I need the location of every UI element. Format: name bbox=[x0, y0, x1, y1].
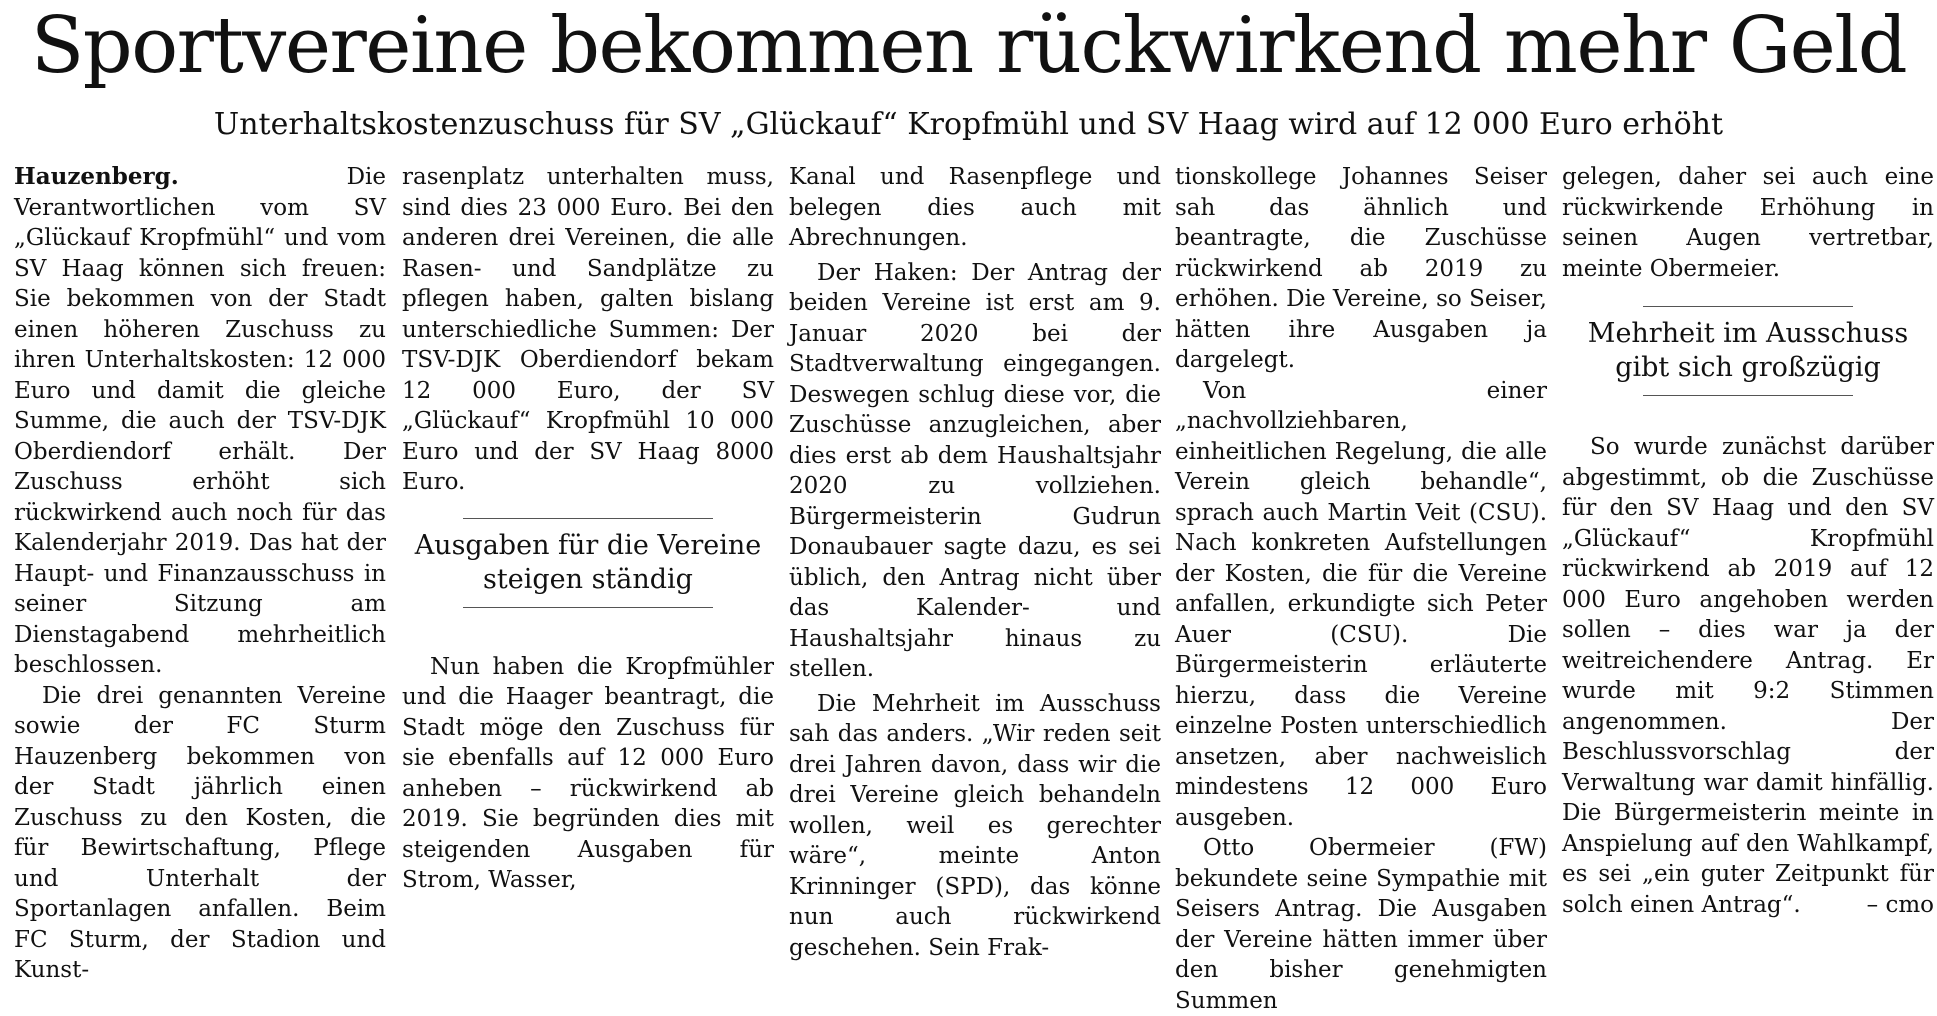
paragraph: Kanal und Rasenpflege und belegen dies auch mit Abrechnungen. bbox=[789, 164, 1161, 251]
paragraph: So wurde zunächst darüber abgestimmt, ob die Zuschüsse für den SV Haag und den SV „Glückauf“ Kropfmühl rückwirkend ab 2019 auf 12 000 Euro angehoben werden sollen – dies war ja der weitreichendere Antrag. Er wurde mit 9:2 Stimmen angenommen. Der Beschlussvorschlag der Verwaltung war damit hinfällig. Die Bürgermeisterin meinte in Anspielung auf den Wahlkampf, es sei „ein guter Zeitpunkt für solch einen Antrag“. bbox=[1562, 434, 1934, 918]
section-subhead: Mehrheit im Ausschuss gibt sich großzügig bbox=[1587, 318, 1909, 383]
paragraph: tionskollege Johannes Seiser sah das ähnlich und beantragte, die Zuschüsse rückwirkend ab 2019 zu erhöhen. Die Vereine, so Seiser, hätten ihre Ausgaben ja dargelegt. bbox=[1175, 164, 1547, 373]
author-sign: – cmo bbox=[1866, 892, 1934, 918]
paragraph: Die Mehrheit im Ausschuss sah das anders. „Wir reden seit drei Jahren davon, dass wir die drei Vereine gleich behandeln wollen, weil es gerechter wäre“, meinte Anton Krinninger (SPD), das könne nun auch rückwirkend geschehen. Sein Frak- bbox=[789, 690, 1161, 961]
article-column-3 bbox=[789, 162, 1161, 961]
dateline: Hauzenberg. bbox=[14, 163, 179, 190]
section-subhead: Ausgaben für die Vereine steigen ständig bbox=[414, 529, 762, 595]
paragraph: rasenplatz unterhalten muss, sind dies 23 000 Euro. Bei den anderen drei Vereinen, die alle Rasen- und Sandplätze zu pflegen haben, galten bislang unterschiedliche Summen: Der TSV-DJK Oberdiendorf bekam 12 000 Euro, der SV „Glückauf“ Kropfmühl 10 000 Euro und der SV Haag 8000 Euro. bbox=[402, 164, 774, 495]
paragraph: Otto Obermeier (FW) bekundete seine Sympathie mit Seisers Antrag. Die Ausgaben der Vereine hätten immer über den bisher genehmigten Summen bbox=[1175, 835, 1547, 1014]
article-column-1 bbox=[14, 162, 386, 983]
article-column-4 bbox=[1175, 162, 1547, 1014]
paragraph-text: Die Verantwortlichen vom SV „Glückauf Kropfmühl“ und vom SV Haag können sich freuen: Sie bekommen von der Stadt einen höheren Zuschuss zu ihren Unterhaltskosten: 12 000 Euro und damit die gleiche Summe, die auch der TSV-DJK Oberdiendorf erhält. Der Zuschuss erhöht sich rückwirkend auch noch für das Kalenderjahr 2019. Das hat der Haupt- und Finanzausschuss in seiner Sitzung am Dienstagabend mehrheitlich beschlossen. bbox=[14, 164, 386, 678]
divider-rule bbox=[463, 518, 713, 519]
paragraph bbox=[14, 162, 386, 681]
paragraph: Von einer „nachvollziehbaren, einheitlichen Regelung, die alle Verein gleich behandle“, sprach auch Martin Veit (CSU). Nach konkreten Aufstellungen der Kosten, die für die Vereine anfallen, erkundigte sich Peter Auer (CSU). Die Bürgermeisterin erläuterte hierzu, dass die Vereine einzelne Posten unterschiedlich ansetzen, aber nachweislich mindestens 12 000 Euro ausgeben. bbox=[1175, 377, 1547, 831]
paragraph: gelegen, daher sei auch eine rückwirkende Erhöhung in seinen Augen vertretbar, meinte Obermeier. bbox=[1562, 164, 1934, 282]
article-column-2 bbox=[402, 162, 774, 900]
divider-rule bbox=[1643, 306, 1853, 307]
paragraph: Nun haben die Kropfmühler und die Haager beantragt, die Stadt möge den Zuschuss für sie ebenfalls auf 12 000 Euro anheben – rückwirkend ab 2019. Sie begründen dies mit steigenden Ausgaben für Strom, Wasser, bbox=[402, 653, 774, 893]
subheadline: Unterhaltskostenzuschuss für SV „Glückauf“ Kropfmühl und SV Haag wird auf 12 000 Euro erhöht bbox=[213, 107, 1724, 142]
paragraph: Der Haken: Der Antrag der beiden Vereine ist erst am 9. Januar 2020 bei der Stadtverwaltung eingegangen. Deswegen schlug diese vor, die Zuschüsse anzugleichen, aber dies erst ab dem Haushaltsjahr 2020 zu vollziehen. Bürgermeisterin Gudrun Donaubauer sagte dazu, es sei üblich, den Antrag nicht über das Kalender- und Haushaltsjahr hinaus zu stellen. bbox=[789, 259, 1161, 682]
headline: Sportvereine bekommen rückwirkend mehr Geld bbox=[30, 1, 1907, 91]
article-column-5 bbox=[1562, 162, 1934, 918]
paragraph: Die drei genannten Vereine sowie der FC Sturm Hauzenberg bekommen von der Stadt jährlich einen Zuschuss zu den Kosten, die für Bewirtschaftung, Pflege und Unterhalt der Sportanlagen anfallen. Beim FC Sturm, der Stadion und Kunst- bbox=[14, 682, 386, 983]
